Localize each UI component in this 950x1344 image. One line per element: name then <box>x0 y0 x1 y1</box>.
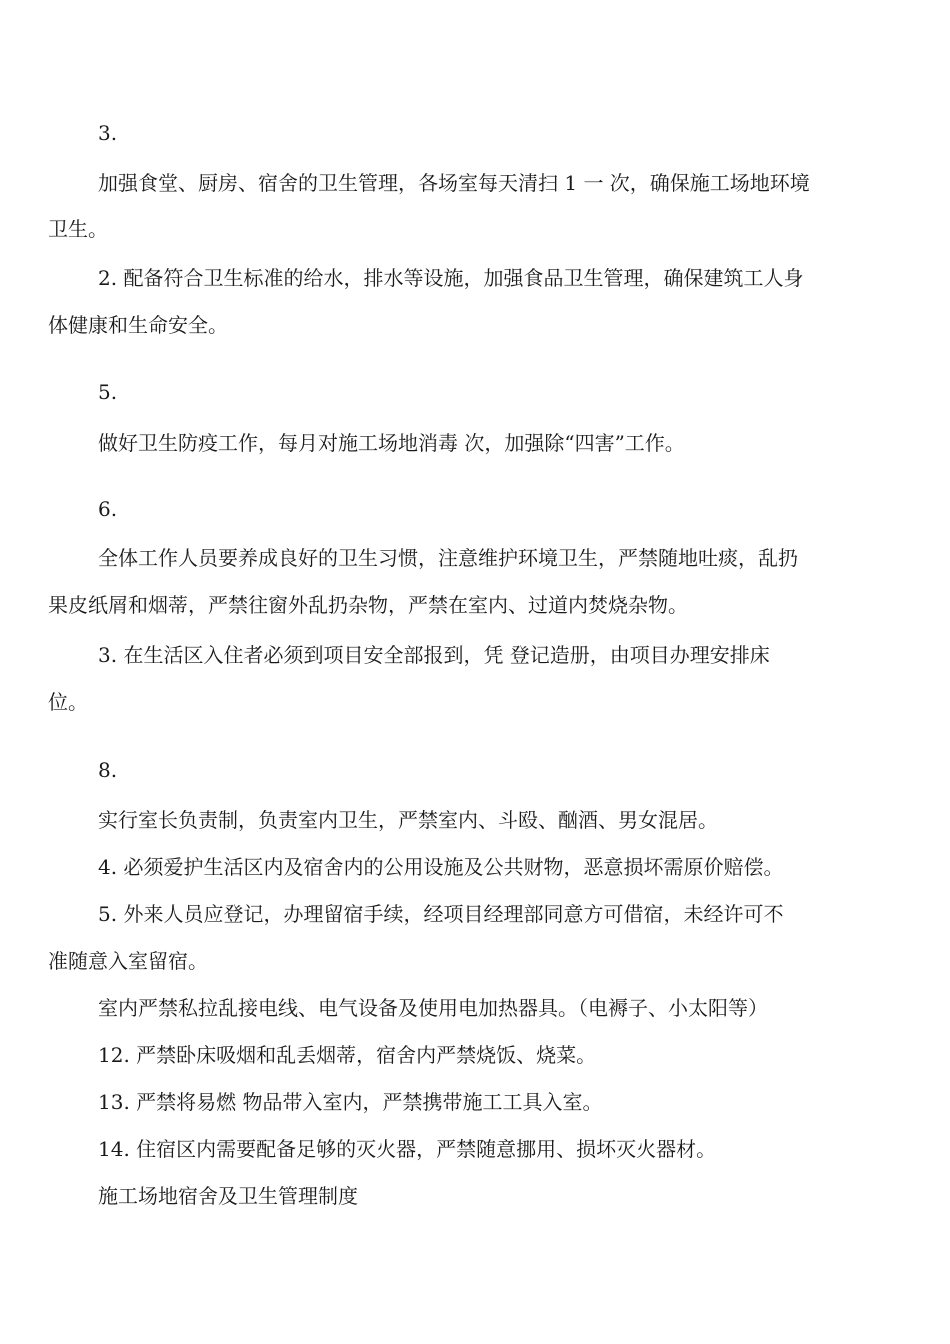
paragraph-continuation: 位。 <box>48 690 88 714</box>
paragraph-flammables: 13. 严禁将易燃 物品带入室内，严禁携带施工工具入室。 <box>98 1090 603 1114</box>
paragraph-visitors: 5. 外来人员应登记，办理留宿手续，经项目经理部同意方可借宿，未经许可不 <box>98 902 784 926</box>
document-footer-title: 施工场地宿舍及卫生管理制度 <box>98 1184 358 1208</box>
paragraph-canteen-hygiene: 加强食堂、厨房、宿舍的卫生管理，各场室每天清扫 1 一 次，确保施工场地环境 <box>98 171 810 195</box>
paragraph-registration: 3. 在生活区入住者必须到项目安全部报到，凭 登记造册，由项目办理安排床 <box>98 643 770 667</box>
paragraph-disinfection: 做好卫生防疫工作，每月对施工场地消毒 次，加强除“四害”工作。 <box>98 431 685 455</box>
paragraph-water-supply: 2. 配备符合卫生标准的给水，排水等设施，加强食品卫生管理，确保建筑工人身 <box>98 266 804 290</box>
item-number-8: 8. <box>98 758 118 782</box>
paragraph-electrical: 室内严禁私拉乱接电线、电气设备及使用电加热器具。（电褥子、小太阳等） <box>98 996 768 1020</box>
item-number-5: 5. <box>98 380 118 404</box>
item-number-6: 6. <box>98 497 118 521</box>
paragraph-continuation: 果皮纸屑和烟蒂，严禁往窗外乱扔杂物，严禁在室内、过道内焚烧杂物。 <box>48 593 688 617</box>
paragraph-room-leader: 实行室长负责制，负责室内卫生，严禁室内、斗殴、酗酒、男女混居。 <box>98 808 718 832</box>
paragraph-staff-habits: 全体工作人员要养成良好的卫生习惯，注意维护环境卫生，严禁随地吐痰，乱扔 <box>98 546 798 570</box>
paragraph-extinguishers: 14. 住宿区内需要配备足够的灭火器，严禁随意挪用、损坏灭火器材。 <box>98 1137 717 1161</box>
paragraph-continuation: 卫生。 <box>48 217 108 241</box>
item-number-3: 3. <box>98 121 118 145</box>
paragraph-public-property: 4. 必须爱护生活区内及宿舍内的公用设施及公共财物，恶意损坏需原价赔偿。 <box>98 855 784 879</box>
paragraph-continuation: 体健康和生命安全。 <box>48 313 228 337</box>
paragraph-no-smoking: 12. 严禁卧床吸烟和乱丢烟蒂，宿舍内严禁烧饭、烧菜。 <box>98 1043 597 1067</box>
paragraph-continuation: 准随意入室留宿。 <box>48 949 208 973</box>
